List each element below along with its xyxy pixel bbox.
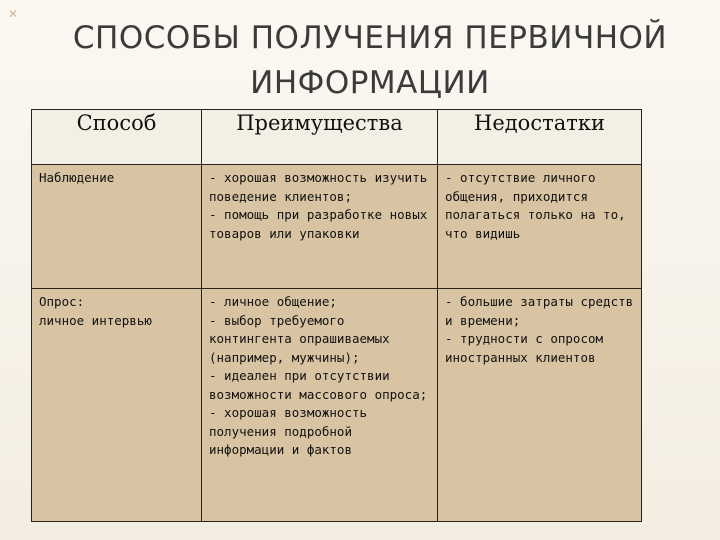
cell-line: - трудности с опросом иностранных клиентов [445,331,604,365]
header-method: Способ [32,110,202,165]
cell-disadvantages [438,165,642,289]
cell-line: личное интервью [39,312,152,328]
page-title [40,16,700,106]
header-advantages: Преимущества [202,110,438,165]
cell-line: Наблюдение [39,170,115,185]
cell-line: Опрос: [39,294,85,309]
cell-line: - отсутствие личного общения, приходится полагаться только на то, что видишь [445,170,626,241]
header-disadvantages: Недостатки [438,110,642,165]
cell-line: - хорошая возможность изучить поведение клиентов; [209,170,428,204]
table-row [32,289,642,522]
table-row [32,165,642,289]
cell-line: - помощь при разработке новых товаров или упаковки [209,207,428,241]
info-table [31,109,642,522]
cell-line: - выбор требуемого контингента опрашиваемых (например, мужчины); [209,312,390,365]
cell-method [32,165,202,289]
corner-ornament-icon: ✕ [8,7,19,21]
cell-method [32,289,202,522]
table-header-row [32,110,642,165]
cell-advantages [202,289,438,522]
title-line-1: СПОСОБЫ ПОЛУЧЕНИЯ ПЕРВИЧНОЙ [72,20,668,56]
cell-line: - хорошая возможность получения подробной информации и фактов [209,405,368,457]
cell-disadvantages [438,289,642,522]
cell-line: - идеален при отсутствии возможности массового опроса; [209,368,428,402]
cell-line: - большие затраты средств и времени; [445,294,634,328]
cell-line: - личное общение; [209,294,337,309]
title-line-2: ИНФОРМАЦИИ [250,65,490,101]
cell-advantages [202,165,438,289]
